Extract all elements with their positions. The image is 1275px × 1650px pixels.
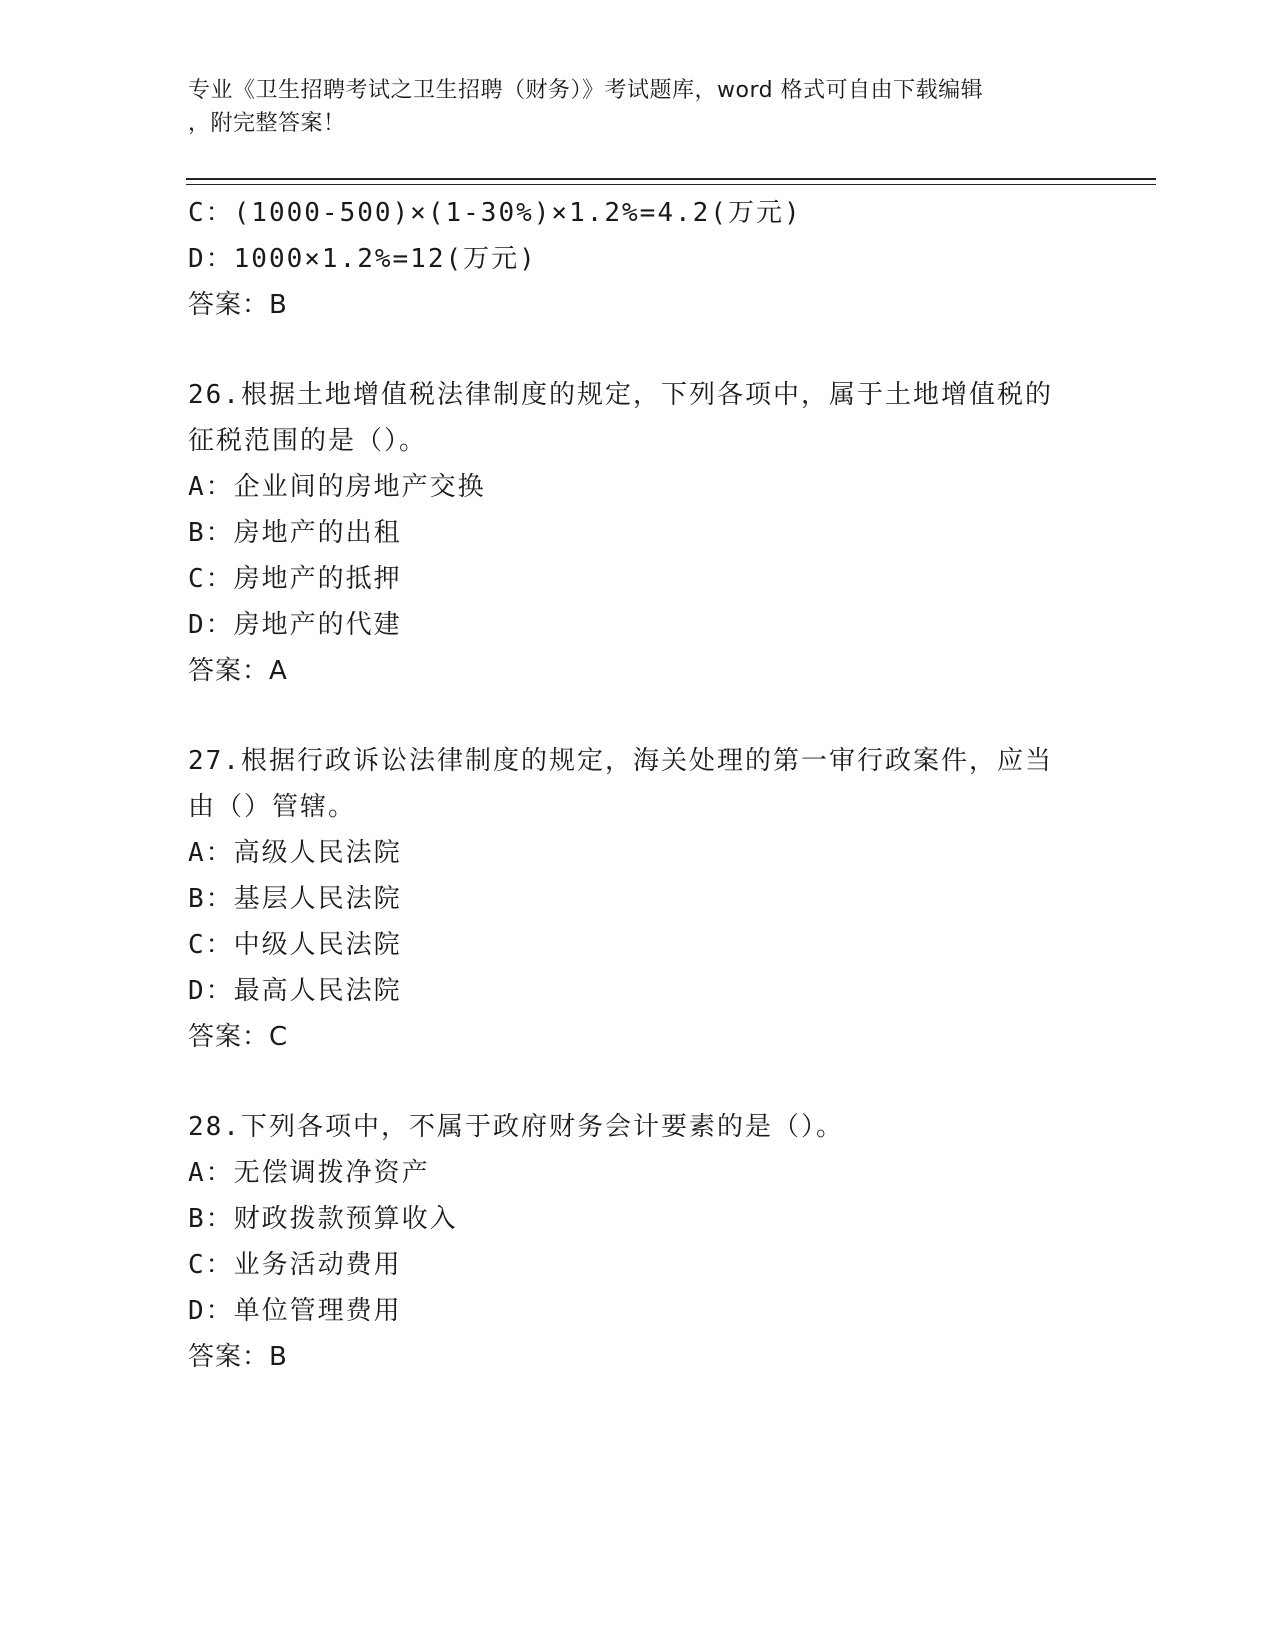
option-d: D：1000×1.2%=12(万元) [188,244,537,274]
header-title-line1: 专业《卫生招聘考试之卫生招聘（财务）》考试题库，word 格式可自由下载编辑 [188,78,984,103]
option-c: C：中级人民法院 [188,930,402,960]
option-a: A：高级人民法院 [188,838,402,868]
option-d: D：最高人民法院 [188,976,402,1006]
question-stem: 28.下列各项中，不属于政府财务会计要素的是（）。 [188,1112,844,1142]
question-26 [188,372,1088,694]
previous-question-block [188,190,1088,328]
option-b: B：基层人民法院 [188,884,402,914]
question-28 [188,1104,1088,1380]
option-c: C：房地产的抵押 [188,564,402,594]
question-stem: 26.根据土地增值税法律制度的规定，下列各项中，属于土地增值税的 [188,380,1053,410]
answer-line: 答案：C [188,1022,289,1052]
question-27 [188,738,1088,1060]
answer-line: 答案：B [188,290,288,320]
question-list [188,190,1088,1380]
option-a: A：企业间的房地产交换 [188,472,486,502]
question-stem-continued: 征税范围的是（）。 [188,426,428,456]
option-a: A：无偿调拨净资产 [188,1158,430,1188]
header-title-line2: ，附完整答案！ [188,111,346,136]
option-d: D：房地产的代建 [188,610,402,640]
option-b: B：财政拨款预算收入 [188,1204,458,1234]
header-divider-thick [186,178,1156,180]
option-b: B：房地产的出租 [188,518,402,548]
option-d: D：单位管理费用 [188,1296,402,1326]
header-divider-thin [186,184,1156,185]
option-c: C：(1000-500)×(1-30%)×1.2%=4.2(万元) [188,198,802,228]
document-header [188,74,1068,140]
option-c: C：业务活动费用 [188,1250,402,1280]
question-stem-continued: 由（）管辖。 [188,792,357,822]
question-stem: 27.根据行政诉讼法律制度的规定，海关处理的第一审行政案件，应当 [188,746,1053,776]
answer-line: 答案：B [188,1342,288,1372]
answer-line: 答案：A [188,656,288,686]
